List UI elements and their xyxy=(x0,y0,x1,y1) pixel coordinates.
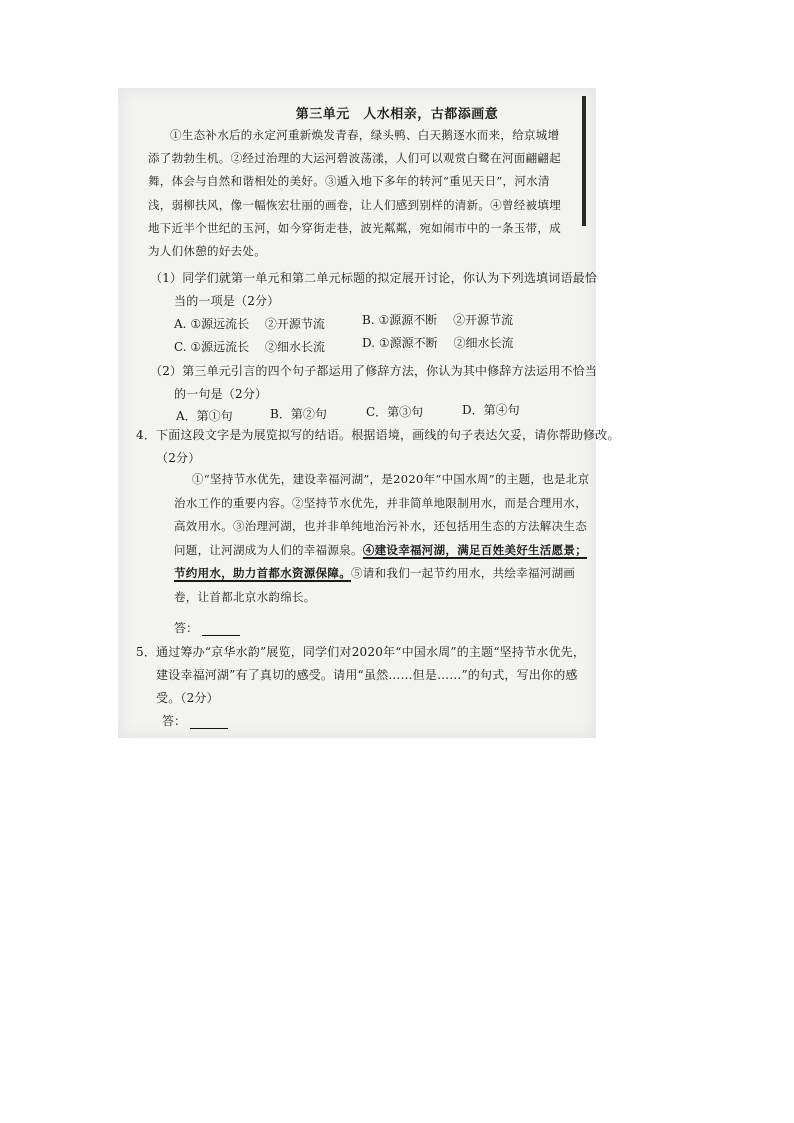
q1-option-d xyxy=(362,333,513,353)
q4-passage-pre: ①“坚持节水优先，建设幸福河湖”，是2020年“中国水周”的主题，也是北京治水工作的重要内容。②坚持节水优先，并非简单地限制用水，而是合理用水，高效用水。③治理河湖，也并非单纯地治污补水，还包括用生态的方法解决生态问题，让河湖成为人们的幸福源泉。 xyxy=(174,472,590,557)
option-word-1: ①源源不断 xyxy=(378,313,438,327)
option-word-1: ①源远流长 xyxy=(190,340,250,354)
option-letter: B. xyxy=(362,313,375,327)
q1-stem-cont: 当的一项是（2分） xyxy=(174,294,280,308)
q4-underlined-sentence: ④建设幸福河湖，满足百姓美好生活愿景；节约用水，助力首都水资源保障。 xyxy=(174,542,588,581)
q5-stem-cont2: 受。（2分） xyxy=(156,691,219,705)
q2-option-a: A．第①句 xyxy=(176,409,233,423)
q1-option-b xyxy=(362,310,513,330)
unit-passage: ①生态补水后的永定河重新焕发青春，绿头鸭、白天鹅逐水而来，给京城增添了勃勃生机。②经过治理的大运河碧波荡漾，人们可以观赏白鹭在河面翩翩起舞，体会与自然和谐相处的美好。③遁入地下多年的转河“重见天日”，河水清浅，弱柳扶风，像一幅恢宏壮丽的画卷，让人们感到别样的清新。④曾经被填埋地下近半个世纪的玉河，如今穿街走巷，波光粼粼，宛如闹市中的一条玉带，成为人们休憩的好去处。 xyxy=(148,128,561,259)
option-word-2: ②细水长流 xyxy=(453,336,514,350)
q1-option-a xyxy=(174,314,325,334)
option-word-1: ①源源不断 xyxy=(378,336,438,350)
q4-stem: 4．下面这段文字是为展览拟写的结语。根据语境，画线的句子表达欠妥，请你帮助修改。 xyxy=(136,428,620,442)
q2-option-d: D．第④句 xyxy=(462,403,520,417)
q5-answer xyxy=(162,712,228,729)
option-letter: A. xyxy=(174,317,187,331)
answer-label: 答： xyxy=(162,714,187,728)
unit-title: 第三单元 人水相亲，古都添画意 xyxy=(295,107,499,122)
q1-stem: （1）同学们就第一单元和第二单元标题的拟定展开讨论，你认为下列选填词语最恰 xyxy=(150,271,598,285)
q2-stem: （2）第三单元引言的四个句子都运用了修辞方法，你认为其中修辞方法运用不恰当 xyxy=(150,364,598,378)
option-letter: D. xyxy=(362,336,376,350)
q2-option-b: B．第②句 xyxy=(270,407,327,421)
answer-label: 答： xyxy=(174,621,199,635)
q5-stem-cont: 建设幸福河湖”有了真切的感受。请用“虽然……但是……”的句式，写出你的感 xyxy=(156,668,578,682)
q4-passage-post: ⑤请和我们一起节约用水，共绘幸福河湖画卷，让首都北京水韵绵长。 xyxy=(174,566,576,604)
q4-passage xyxy=(174,468,594,610)
answer-blank[interactable] xyxy=(190,714,228,729)
answer-blank[interactable] xyxy=(202,621,240,636)
option-word-1: ①源远流长 xyxy=(190,317,250,331)
q2-option-c: C．第③句 xyxy=(366,405,424,419)
q4-answer xyxy=(174,619,240,636)
option-word-2: ②细水长流 xyxy=(265,340,326,354)
q4-score: （2分） xyxy=(156,451,201,465)
option-word-2: ②开源节流 xyxy=(453,313,514,327)
q2-stem-cont: 的一句是（2分） xyxy=(174,387,268,401)
option-word-2: ②开源节流 xyxy=(264,317,325,331)
option-letter: C. xyxy=(174,340,187,354)
q5-stem: 5．通过筹办“京华水韵”展览，同学们对2020年“中国水周”的主题“坚持节水优先， xyxy=(136,645,586,659)
q1-option-c xyxy=(174,337,325,357)
